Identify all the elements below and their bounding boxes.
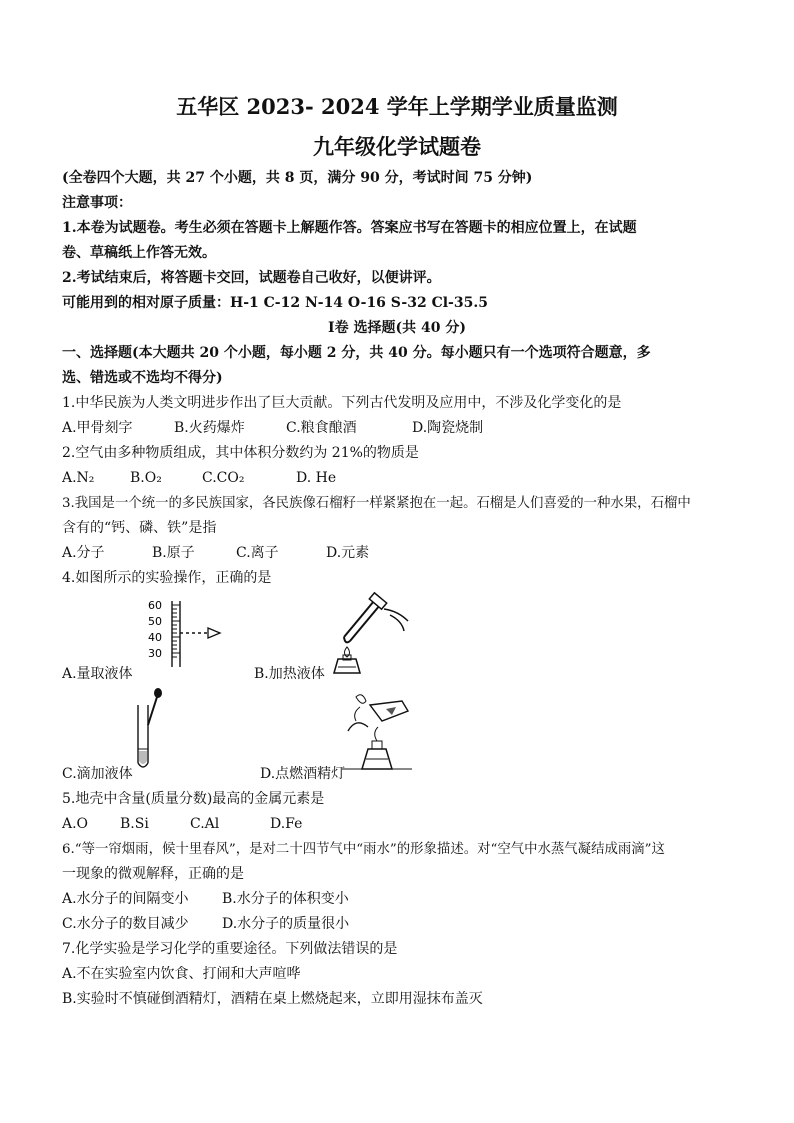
q3-stem-b: 含有的“钙、磷、铁”是指 xyxy=(62,520,217,536)
q5-option-c: C.Al xyxy=(190,816,220,832)
q2-options xyxy=(62,466,732,491)
q7-stem: 7.化学实验是学习化学的重要途径。下列做法错误的是 xyxy=(62,941,398,957)
q3-option-b: B.原子 xyxy=(152,545,195,561)
alcohol-lamp-figure xyxy=(342,687,412,775)
q7-option-b: B.实验时不慎碰倒酒精灯，酒精在桌上燃烧起来，立即用湿抹布盖灭 xyxy=(62,991,483,1007)
q4-figure-row-1 xyxy=(62,591,732,687)
q1-option-a: A.甲骨刻字 xyxy=(62,420,133,436)
q4-stem: 4.如图所示的实验操作，正确的是 xyxy=(62,570,272,586)
q3-option-d: D.元素 xyxy=(326,545,370,561)
q6-option-c: C.水分子的数目减少 xyxy=(62,916,189,932)
section-title: Ⅰ卷 选择题(共 40 分) xyxy=(328,320,466,336)
q2-option-b: B.O₂ xyxy=(130,470,162,486)
q4-option-c: C.滴加液体 xyxy=(62,766,133,782)
q5-stem: 5.地壳中含量(质量分数)最高的金属元素是 xyxy=(62,791,325,807)
exam-subtitle: 九年级化学试题卷 xyxy=(313,134,481,159)
exam-title: 五华区 2023- 2024 学年上学期学业质量监测 xyxy=(176,94,618,119)
tick-40: 40 xyxy=(148,631,162,644)
q4-option-a: A.量取液体 xyxy=(62,666,133,682)
q3-option-c: C.离子 xyxy=(236,545,279,561)
q5-option-d: D.Fe xyxy=(270,816,303,832)
heating-liquid-figure xyxy=(324,591,414,677)
q1-stem: 1.中华民族为人类文明进步作出了巨大贡献。下列古代发明及应用中，不涉及化学变化的是 xyxy=(62,395,622,411)
q1-options xyxy=(62,416,732,441)
q6-options-1 xyxy=(62,887,732,912)
q5-option-a: A.O xyxy=(62,816,89,832)
q6-options-2 xyxy=(62,912,732,937)
q3-stem-a: 3.我国是一个统一的多民族国家，各民族像石榴籽一样紧紧抱在一起。石榴是人们喜爱的一种水果，石榴中 xyxy=(62,496,691,511)
q6-stem-b: 一现象的微观解释，正确的是 xyxy=(62,866,244,882)
q7-option-a: A.不在实验室内饮食、打闹和大声喧哗 xyxy=(62,966,301,982)
q6-option-a: A.水分子的间隔变小 xyxy=(62,891,189,907)
q1-option-d: D.陶瓷烧制 xyxy=(412,420,484,436)
tick-50: 50 xyxy=(148,615,162,628)
section-intro-a: 一、选择题(本大题共 20 个小题，每小题 2 分，共 40 分。每小题只有一个选项符合题意，多 xyxy=(62,345,651,361)
tick-60: 60 xyxy=(148,599,162,612)
notice-2: 2.考试结束后，将答题卡交回，试题卷自己收好，以便讲评。 xyxy=(62,270,441,286)
section-intro-b: 选、错选或不选均不得分) xyxy=(62,370,223,386)
exam-info: (全卷四个大题，共 27 个小题，共 8 页，满分 90 分，考试时间 75 分钟) xyxy=(62,170,533,186)
q2-option-c: C.CO₂ xyxy=(202,470,245,486)
q6-option-d: D.水分子的质量很小 xyxy=(222,916,350,932)
q1-option-b: B.火药爆炸 xyxy=(174,420,245,436)
q6-stem-a: 6.“等一帘烟雨，候十里春风”，是对二十四节气中“雨水”的形象描述。对“空气中水蒸气凝结成雨滴”这 xyxy=(62,842,665,857)
q6-option-b: B.水分子的体积变小 xyxy=(222,891,349,907)
q1-option-c: C.粮食酿酒 xyxy=(286,420,357,436)
q4-figure-row-2 xyxy=(62,687,732,787)
exam-page xyxy=(62,92,732,1012)
q2-option-a: A.N₂ xyxy=(62,470,95,486)
q4-option-d: D.点燃酒精灯 xyxy=(260,766,346,782)
q4-option-b: B.加热液体 xyxy=(254,666,325,682)
q5-options xyxy=(62,812,732,837)
dropper-figure xyxy=(128,687,168,771)
notice-1a: 1.本卷为试题卷。考生必须在答题卡上解题作答。答案应书写在答题卡的相应位置上，在试题 xyxy=(62,220,637,236)
notice-title: 注意事项： xyxy=(62,195,132,211)
notice-1b: 卷、草稿纸上作答无效。 xyxy=(62,245,216,261)
q3-options xyxy=(62,541,732,566)
graduated-cylinder-figure xyxy=(134,597,224,671)
q5-option-b: B.Si xyxy=(120,816,149,832)
tick-30: 30 xyxy=(148,647,162,660)
q2-stem: 2.空气由多种物质组成，其中体积分数约为 21%的物质是 xyxy=(62,445,419,461)
q3-option-a: A.分子 xyxy=(62,545,105,561)
q2-option-d: D. He xyxy=(296,470,337,486)
atomic-masses: 可能用到的相对原子质量：H-1 C-12 N-14 O-16 S-32 Cl-35.5 xyxy=(62,295,488,311)
